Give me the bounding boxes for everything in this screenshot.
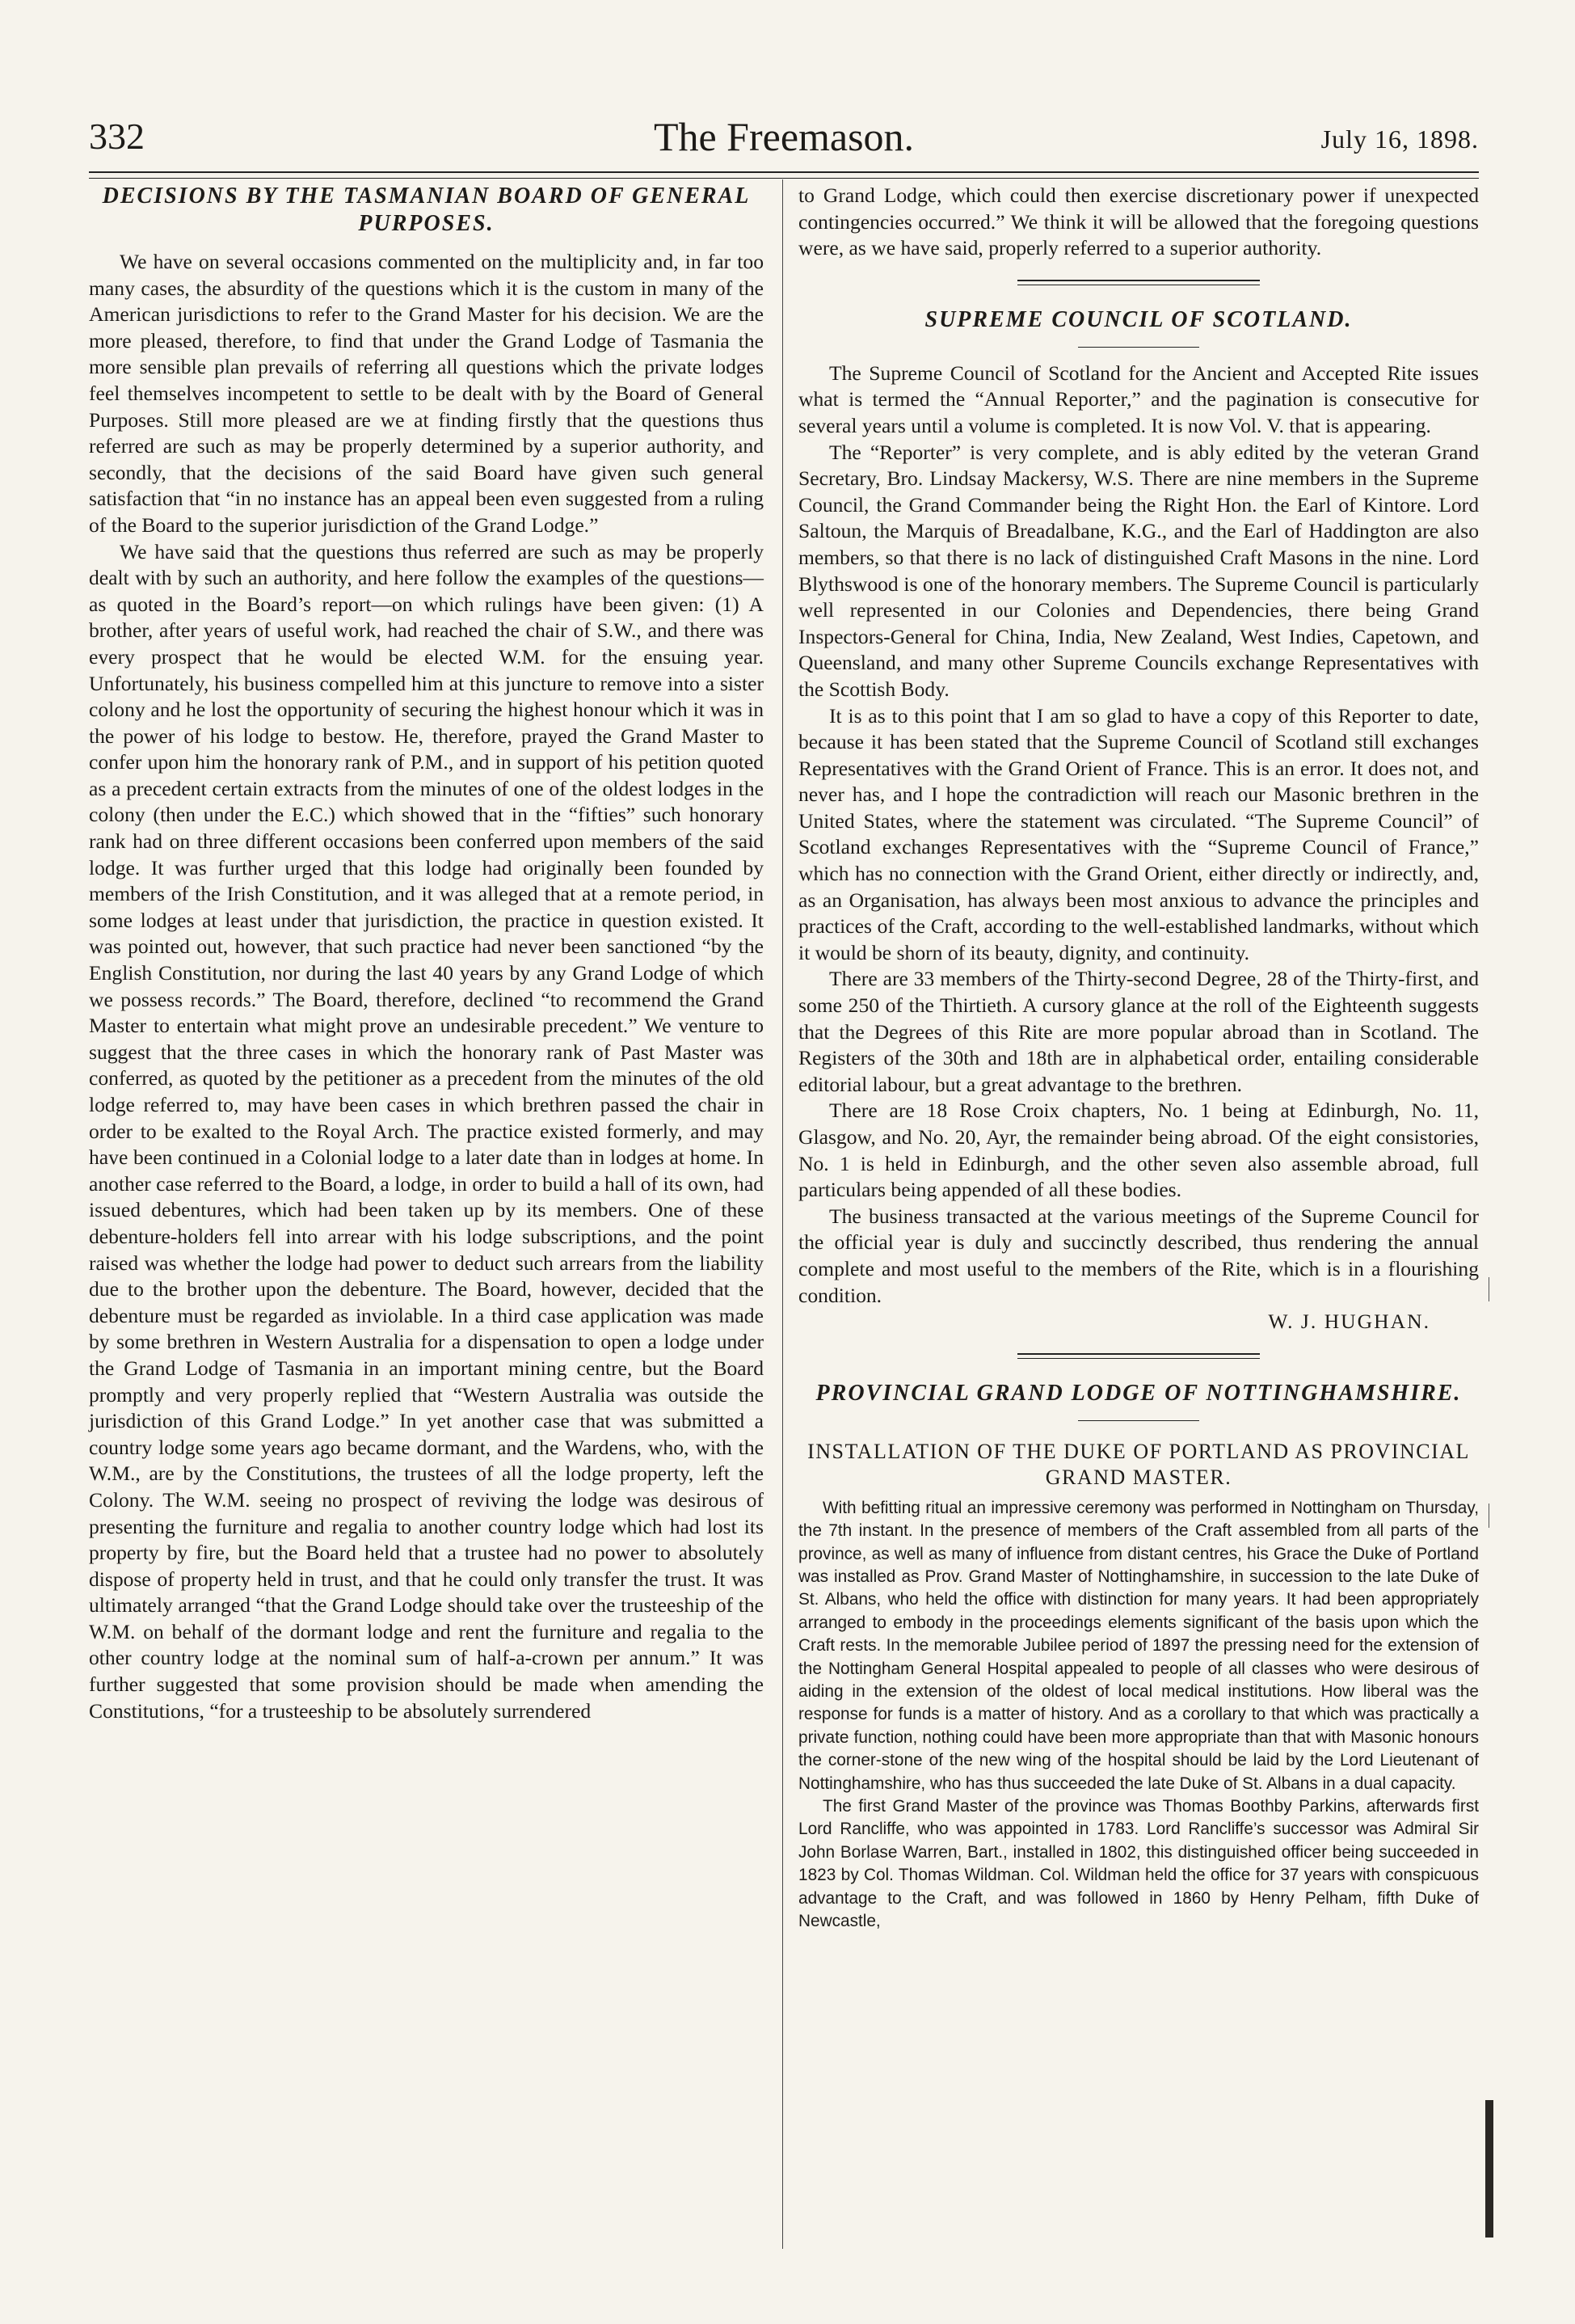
- scotland-paragraph-3: It is as to this point that I am so glad to have a copy of this Reporter to date, because it has been stated that the Supreme Council of Scotland still exchanges Representatives with the Grand Orient of France. This is an error. It does not, and never has, and I hope the contradiction will reach our Masonic brethren in the United States, where the statement was circulated. “The Supreme Council” of Scotland exchanges Representatives with the “Supreme Council of France,” which has no connection with the Grand Orient, either directly or indirectly, and, as an Organisation, has always been most anxious to advance the principles and practices of the Craft, according to the well-established landmarks, without which it would be shorn of its beauty, dignity, and continuity.: [798, 703, 1479, 964]
- author-signature: W. J. HUGHAN.: [1268, 1310, 1430, 1334]
- short-rule: [1078, 1420, 1199, 1421]
- scotland-paragraph-5: There are 18 Rose Croix chapters, No. 1 being at Edinburgh, No. 11, Glasgow, and No. 20, Ayr, the remainder being abroad. Of the eight consistories, No. 1 is held in Edinburgh, and the other seven also assemble abroad, full particulars being appended of all these bodies.: [798, 1099, 1479, 1202]
- section-rule: [1017, 1353, 1260, 1359]
- right-column: [798, 183, 1479, 1933]
- tasmanian-paragraph-1: We have on several occasions commented on the multiplicity and, in far too many cases, the absurdity of the questions which it is the custom in many of the American jurisdictions to refer to the Grand Master for his decision. We are the more pleased, therefore, to find that under the Grand Lodge of Tasmania the more sensible plan prevails of referring all questions which the private lodges feel themselves incompetent to settle to be dealt with by the Board of General Purposes. Still more pleased are we at finding firstly that the questions thus referred are such as may be properly determined by a superior authority, and secondly, that the decisions of the said Board have given such general satisfaction that “in no instance has an appeal been even suggested from a ruling of the Board to the superior jurisdiction of the Grand Lodge.”: [89, 250, 764, 537]
- scotland-paragraph-1: The Supreme Council of Scotland for the Ancient and Accepted Rite issues what is termed the “Annual Reporter,” and the pagination is consecutive for several years until a volume is completed. It is now Vol. V. that is appearing.: [798, 361, 1479, 437]
- issue-date: July 16, 1898.: [1320, 124, 1479, 154]
- tasmanian-paragraph-2: We have said that the questions thus referred are such as may be properly dealt with by such an authority, and here follow the examples of the questions—as quoted in the Board’s report—on which rulings have been given: (1) A brother, after years of useful work, had reached the chair of S.W., and there was every prospect that he would be elected W.M. for the ensuing year. Unfortunately, his business compelled him at this juncture to remove into a sister colony and he lost the opportunity of securing the highest honour which it was in the power of his lodge to bestow. He, therefore, prayed the Grand Master to confer upon him the honorary rank of P.M., and in support of his petition quoted as a precedent certain extracts from the minutes of one of the oldest lodges in the colony (then under the E.C.) which showed that in the “fifties” such honorary rank had on three different occasions been conferred upon members of the said lodge. It was further urged that this lodge had originally been founded by members of the Irish Constitution, and it was alleged that at a remote period, in some lodges at least under that jurisdiction, the practice in question existed. It was pointed out, however, that such practice had never been sanctioned “by the English Constitution, nor during the last 40 years by any Grand Lodge of which we possess records.” The Board, therefore, declined “to recommend the Grand Master to entertain what might prove an undesirable precedent.” We venture to suggest that the three cases in which the honorary rank of Past Master was conferred, as quoted by the petitioner as a precedent from the minutes of the old lodge referred to, may have been cases in which brethren passed the chair in order to be exalted to the Royal Arch. The practice existed formerly, and may have been continued in a Colonial lodge to a later date than in lodges at home. In another case referred to the Board, a lodge, in order to build a hall of its own, had issued debentures, which had been taken up by its members. One of these debenture-holders fell into arrear with his lodge subscriptions, and the point raised was whether the lodge had power to deduct such arrears from the liability due to the brother upon the debenture. The Board, however, decided that the debenture must be regarded as inviolable. In a third case application was made by some brethren in Western Australia for a dispensation to open a lodge under the Grand Lodge of Tasmania in an important mining centre, but the Board promptly and very properly replied that “Western Australia was outside the jurisdiction of this Grand Lodge.” In yet another case that was submitted a country lodge some years ago became dormant, and the Wardens, who, with the W.M., are by the Constitutions, the trustees of all the lodge property, left the Colony. The W.M. seeing no prospect of reviving the lodge was desirous of presenting the furniture and regalia to another country lodge which had lost its property by fire, but the Board held that a trustee had no power to absolutely dispose of property held in trust, and that he could only transfer the trust. It was ultimately arranged “that the Grand Lodge should take over the trusteeship of the W.M. on behalf of the dormant lodge and rent the furniture and regalia to the other country lodge at the nominal sum of half-a-crown per annum.” It was further suggested that some provision should be made when amending the Constitutions, “for a trusteeship to be absolutely surrendered: [89, 539, 764, 1723]
- scotland-paragraph-4: There are 33 members of the Thirty-second Degree, 28 of the Thirty-first, and some 250 of the Thirtieth. A cursory glance at the roll of the Eighteenth suggests that the Degrees of this Rite are more popular abroad than in Scotland. The Registers of the 30th and 18th are in alphabetical order, entailing considerable editorial labour, but a great advantage to the brethren.: [798, 967, 1479, 1096]
- header-rule: [89, 171, 1479, 179]
- section-rule: [1017, 280, 1260, 285]
- margin-bar: [1485, 2100, 1493, 2238]
- scotland-article-heading: SUPREME COUNCIL OF SCOTLAND.: [924, 306, 1353, 332]
- left-column: [89, 183, 764, 1724]
- newspaper-title: The Freemason.: [653, 114, 915, 159]
- provincial-article-heading: PROVINCIAL GRAND LODGE OF NOTTINGHAMSHIRE.: [815, 1380, 1462, 1406]
- tasmanian-article-heading: DECISIONS BY THE TASMANIAN BOARD OF GENERAL PURPOSES.: [102, 183, 751, 236]
- tasmanian-continuation: to Grand Lodge, which could then exercise discretionary power if unexpected contingencies occurred.” We think it will be allowed that the foregoing questions were, as we have said, properly referred to a superior authority.: [798, 183, 1479, 260]
- column-divider: [782, 179, 783, 2249]
- scotland-paragraph-6: The business transacted at the various meetings of the Supreme Council for the official year is duly and succinctly described, thus rendering the annual complete and most useful to the members of the Rite, which is in a flourishing condition.: [798, 1204, 1479, 1307]
- masthead: [89, 113, 1479, 167]
- installation-subheading: INSTALLATION OF THE DUKE OF PORTLAND AS PROVINCIAL GRAND MASTER.: [807, 1439, 1470, 1489]
- installation-body: [798, 1497, 1479, 1934]
- installation-paragraph-2: The first Grand Master of the province was Thomas Boothby Parkins, afterwards first Lord Rancliffe, who was appointed in 1783. Lord Rancliffe’s successor was Admiral Sir John Borlase Warren, Bart., installed in 1802, this distinguished officer being succeeded in 1823 by Col. Thomas Wildman. Col. Wildman held the office for 37 years with conspicuous advantage to the Craft, and was followed in 1860 by Henry Pelham, fifth Duke of Newcastle,: [798, 1797, 1479, 1931]
- scotland-paragraph-2: The “Reporter” is very complete, and is ably edited by the veteran Grand Secretary, Bro. Lindsay Mackersy, W.S. There are nine members in the Supreme Council, the Grand Commander being the Right Hon. the Earl of Kintore. Lord Saltoun, the Marquis of Breadalbane, K.G., and the Earl of Haddington are also members, so that there is no lack of distinguished Craft Masons in the nine. Lord Blythswood is one of the honorary members. The Supreme Council is particularly well represented in our Colonies and Dependencies, there being Grand Inspectors-General for China, India, New Zealand, West Indies, Capetown, and Queensland, and many other Supreme Councils exchange Representatives with the Scottish Body.: [798, 440, 1479, 701]
- short-rule: [1078, 347, 1199, 348]
- page-number: 332: [89, 116, 145, 157]
- installation-paragraph-1: With befitting ritual an impressive ceremony was performed in Nottingham on Thursday, the 7th instant. In the presence of members of the Craft assembled from all parts of the province, as well as many of influence from distant centres, his Grace the Duke of Portland was installed as Prov. Grand Master of Nottinghamshire, in succession to the late Duke of St. Albans, who held the office with distinction for many years. It had been appropriately arranged to embody in the proceedings elements significant of the basis upon which the Craft rests. In the memorable Jubilee period of 1897 the pressing need for the extension of the Nottingham General Hospital appealed to people of all classes who were desirous of aiding in the extension of the oldest of local medical institutions. How liberal was the response for funds is a matter of history. And as a corollary to that which was practically a private function, nothing could have been more appropriate than that with Masonic honours the corner-stone of the new wing of the hospital should be laid by the Lord Lieutenant of Nottinghamshire, who has thus succeeded the late Duke of St. Albans in a dual capacity.: [798, 1498, 1479, 1793]
